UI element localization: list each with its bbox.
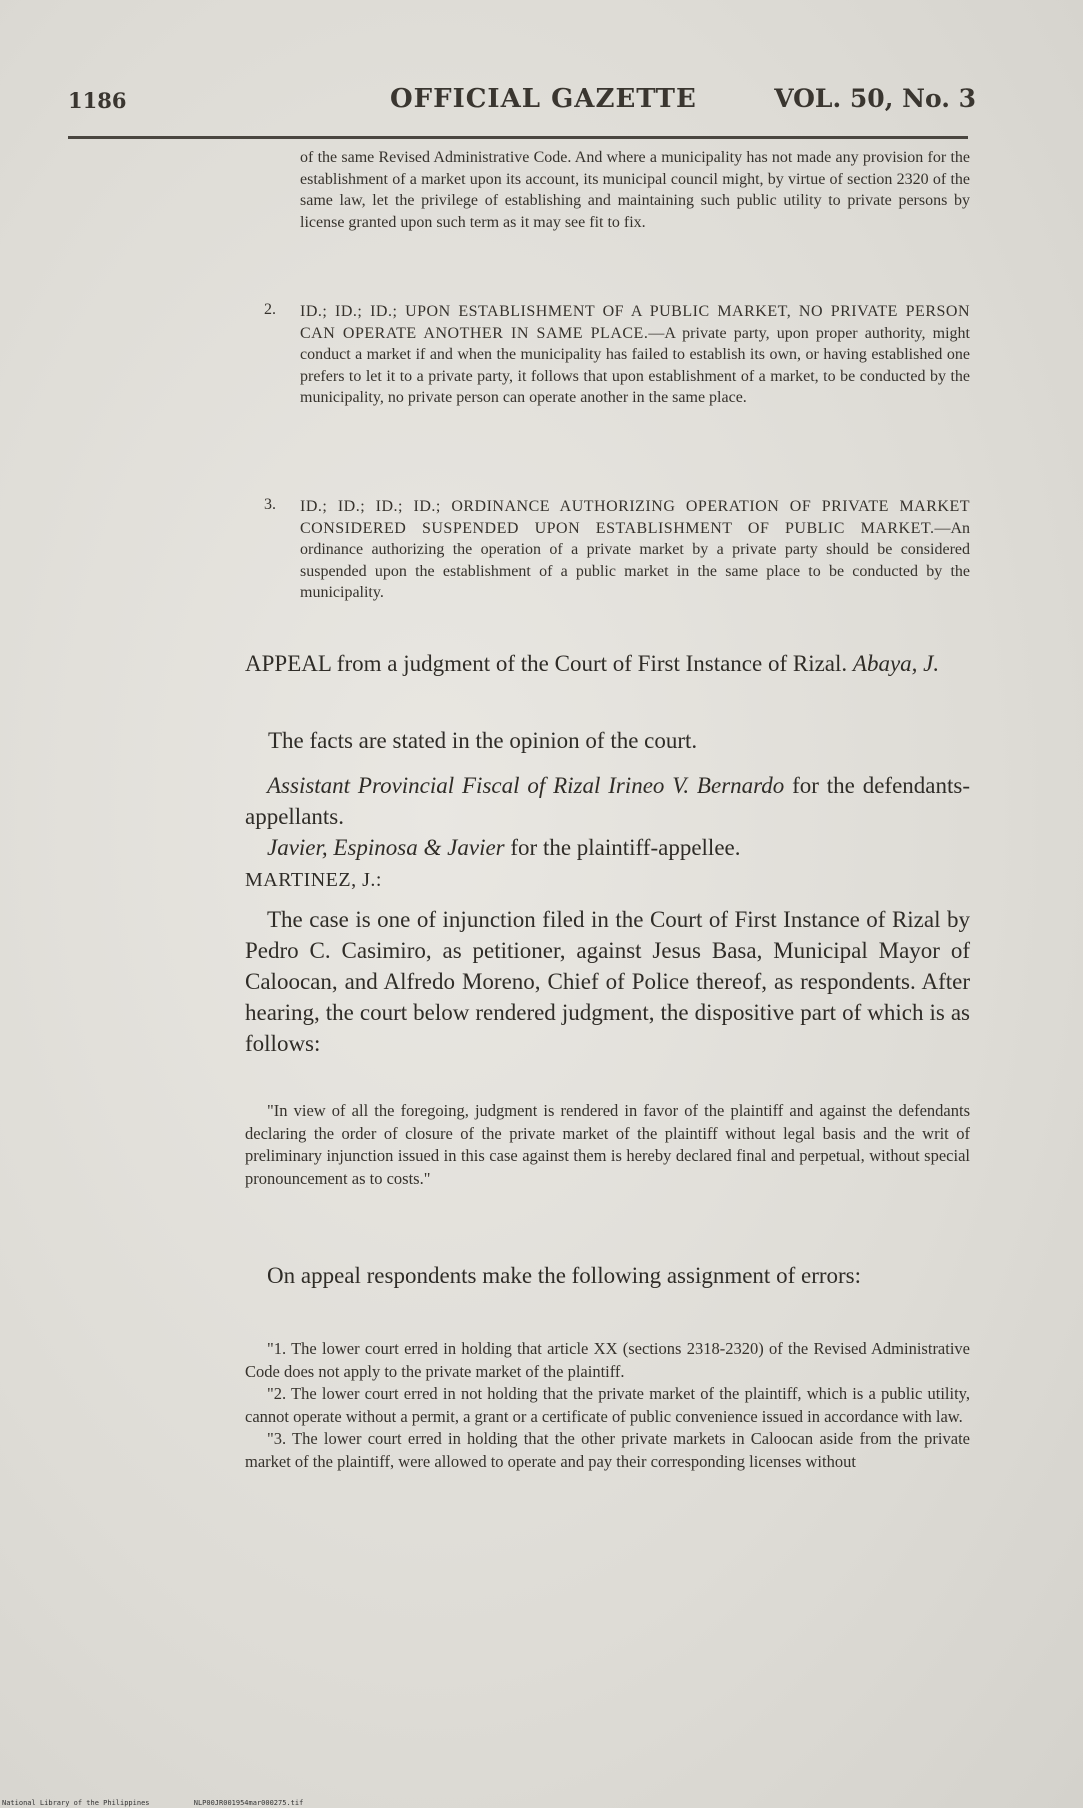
scan-footer	[2, 1799, 343, 1807]
page-number: 1186	[68, 88, 127, 113]
counsel-defendants: Assistant Provincial Fiscal of Rizal Irineo V. Bernardo	[267, 773, 785, 798]
syllabus-item-3	[300, 496, 970, 604]
judgment-quote-text: "In view of all the foregoing, judgment is rendered in favor of the plaintiff and against the defendants declaring the order of closure of the private market of the plaintiff without legal basis and the writ of preliminary injunction issued in this case against them is hereby declared final and perpetual, without special pronouncement as to costs."	[245, 1101, 970, 1188]
trial-judge: Abaya, J.	[852, 651, 940, 676]
judgment-quote	[245, 1100, 970, 1190]
error-item: "2. The lower court erred in not holding that the private market of the plaintiff, which is a public utility, cannot operate without a permit, a grant or a certificate of public convenience issued in accordance with law.	[245, 1384, 970, 1426]
page-header	[68, 84, 976, 124]
counsel-block	[245, 770, 970, 863]
syllabus-item-3-heading: ID.; ID.; ID.; ID.; ORDINANCE AUTHORIZING OPERATION OF PRIVATE MARKET CONSIDERED SUSPENDED UPON ESTABLISHMENT OF PUBLIC MARKET.	[300, 498, 970, 537]
opening-text: The case is one of injunction filed in the Court of First Instance of Rizal by Pedro C. Casimiro, as petitioner, against Jesus Basa, Municipal Mayor of Caloocan, and Alfredo Moreno, Chief of Police thereof, as respondents. After hearing, the court below rendered judgment, the dispositive part of which is as follows:	[245, 907, 970, 1056]
counsel-plaintiff: Javier, Espinosa & Javier	[267, 835, 505, 860]
header-rule	[68, 136, 968, 139]
errors-intro-text: On appeal respondents make the following assignment of errors:	[267, 1263, 862, 1288]
appeal-line	[245, 648, 970, 679]
counsel-plaintiff-role: for the plaintiff-appellee.	[510, 835, 741, 860]
facts-statement: The facts are stated in the opinion of the court.	[268, 728, 698, 753]
volume-number: VOL. 50, No. 3	[774, 84, 976, 113]
syllabus-item-2-number: 2.	[264, 301, 276, 318]
errors-intro	[245, 1260, 970, 1291]
ponente: MARTINEZ, J.:	[245, 869, 382, 891]
publication-title: OFFICIAL GAZETTE	[390, 84, 697, 114]
syllabus-item-3-number: 3.	[264, 496, 276, 513]
counsel-defendants-role: for the defendants-appellants.	[245, 773, 971, 829]
scan-file-id: NLP00JR001954mar000275.tif	[193, 1799, 304, 1807]
error-item: "3. The lower court erred in holding that the other private markets in Caloocan aside from the private market of the plaintiff, were allowed to operate and pay their corresponding licenses without	[245, 1429, 970, 1471]
syllabus-item-2	[300, 301, 970, 409]
syllabus-item-3-body: —An ordinance authorizing the operation of a private market by a private party should be considered suspended upon the establishment of a public market in the same place to be conducted by the municipality.	[300, 519, 970, 602]
syllabus-item-2-heading: ID.; ID.; ID.; UPON ESTABLISHMENT OF A PUBLIC MARKET, NO PRIVATE PERSON CAN OPERATE ANOTHER IN SAME PLACE.	[300, 303, 970, 342]
library-credit: National Library of the Philippines	[2, 1799, 150, 1807]
error-item: "1. The lower court erred in holding that article XX (sections 2318-2320) of the Revised Administrative Code does not apply to the private market of the plaintiff.	[245, 1339, 970, 1381]
appeal-text: APPEAL from a judgment of the Court of First Instance of Rizal.	[245, 651, 848, 676]
errors-list	[245, 1338, 970, 1473]
syllabus-item-2-body: —A private party, upon proper authority, might conduct a market if and when the municipality has failed to establish its own, or having established one prefers to let it to a private party, it follows that upon establishment of a market, to be conducted by the municipality, no private person can operate another in the same place.	[300, 324, 971, 407]
syllabus-continuation: of the same Revised Administrative Code. And where a municipality has not made any provision for the establishment of a market upon its account, its municipal council might, by virtue of section 2320 of the same law, let the privilege of establishing and maintaining such public utility to private persons by license granted upon such term as it may see fit to fix.	[300, 149, 970, 231]
opening-paragraph	[245, 904, 970, 1059]
